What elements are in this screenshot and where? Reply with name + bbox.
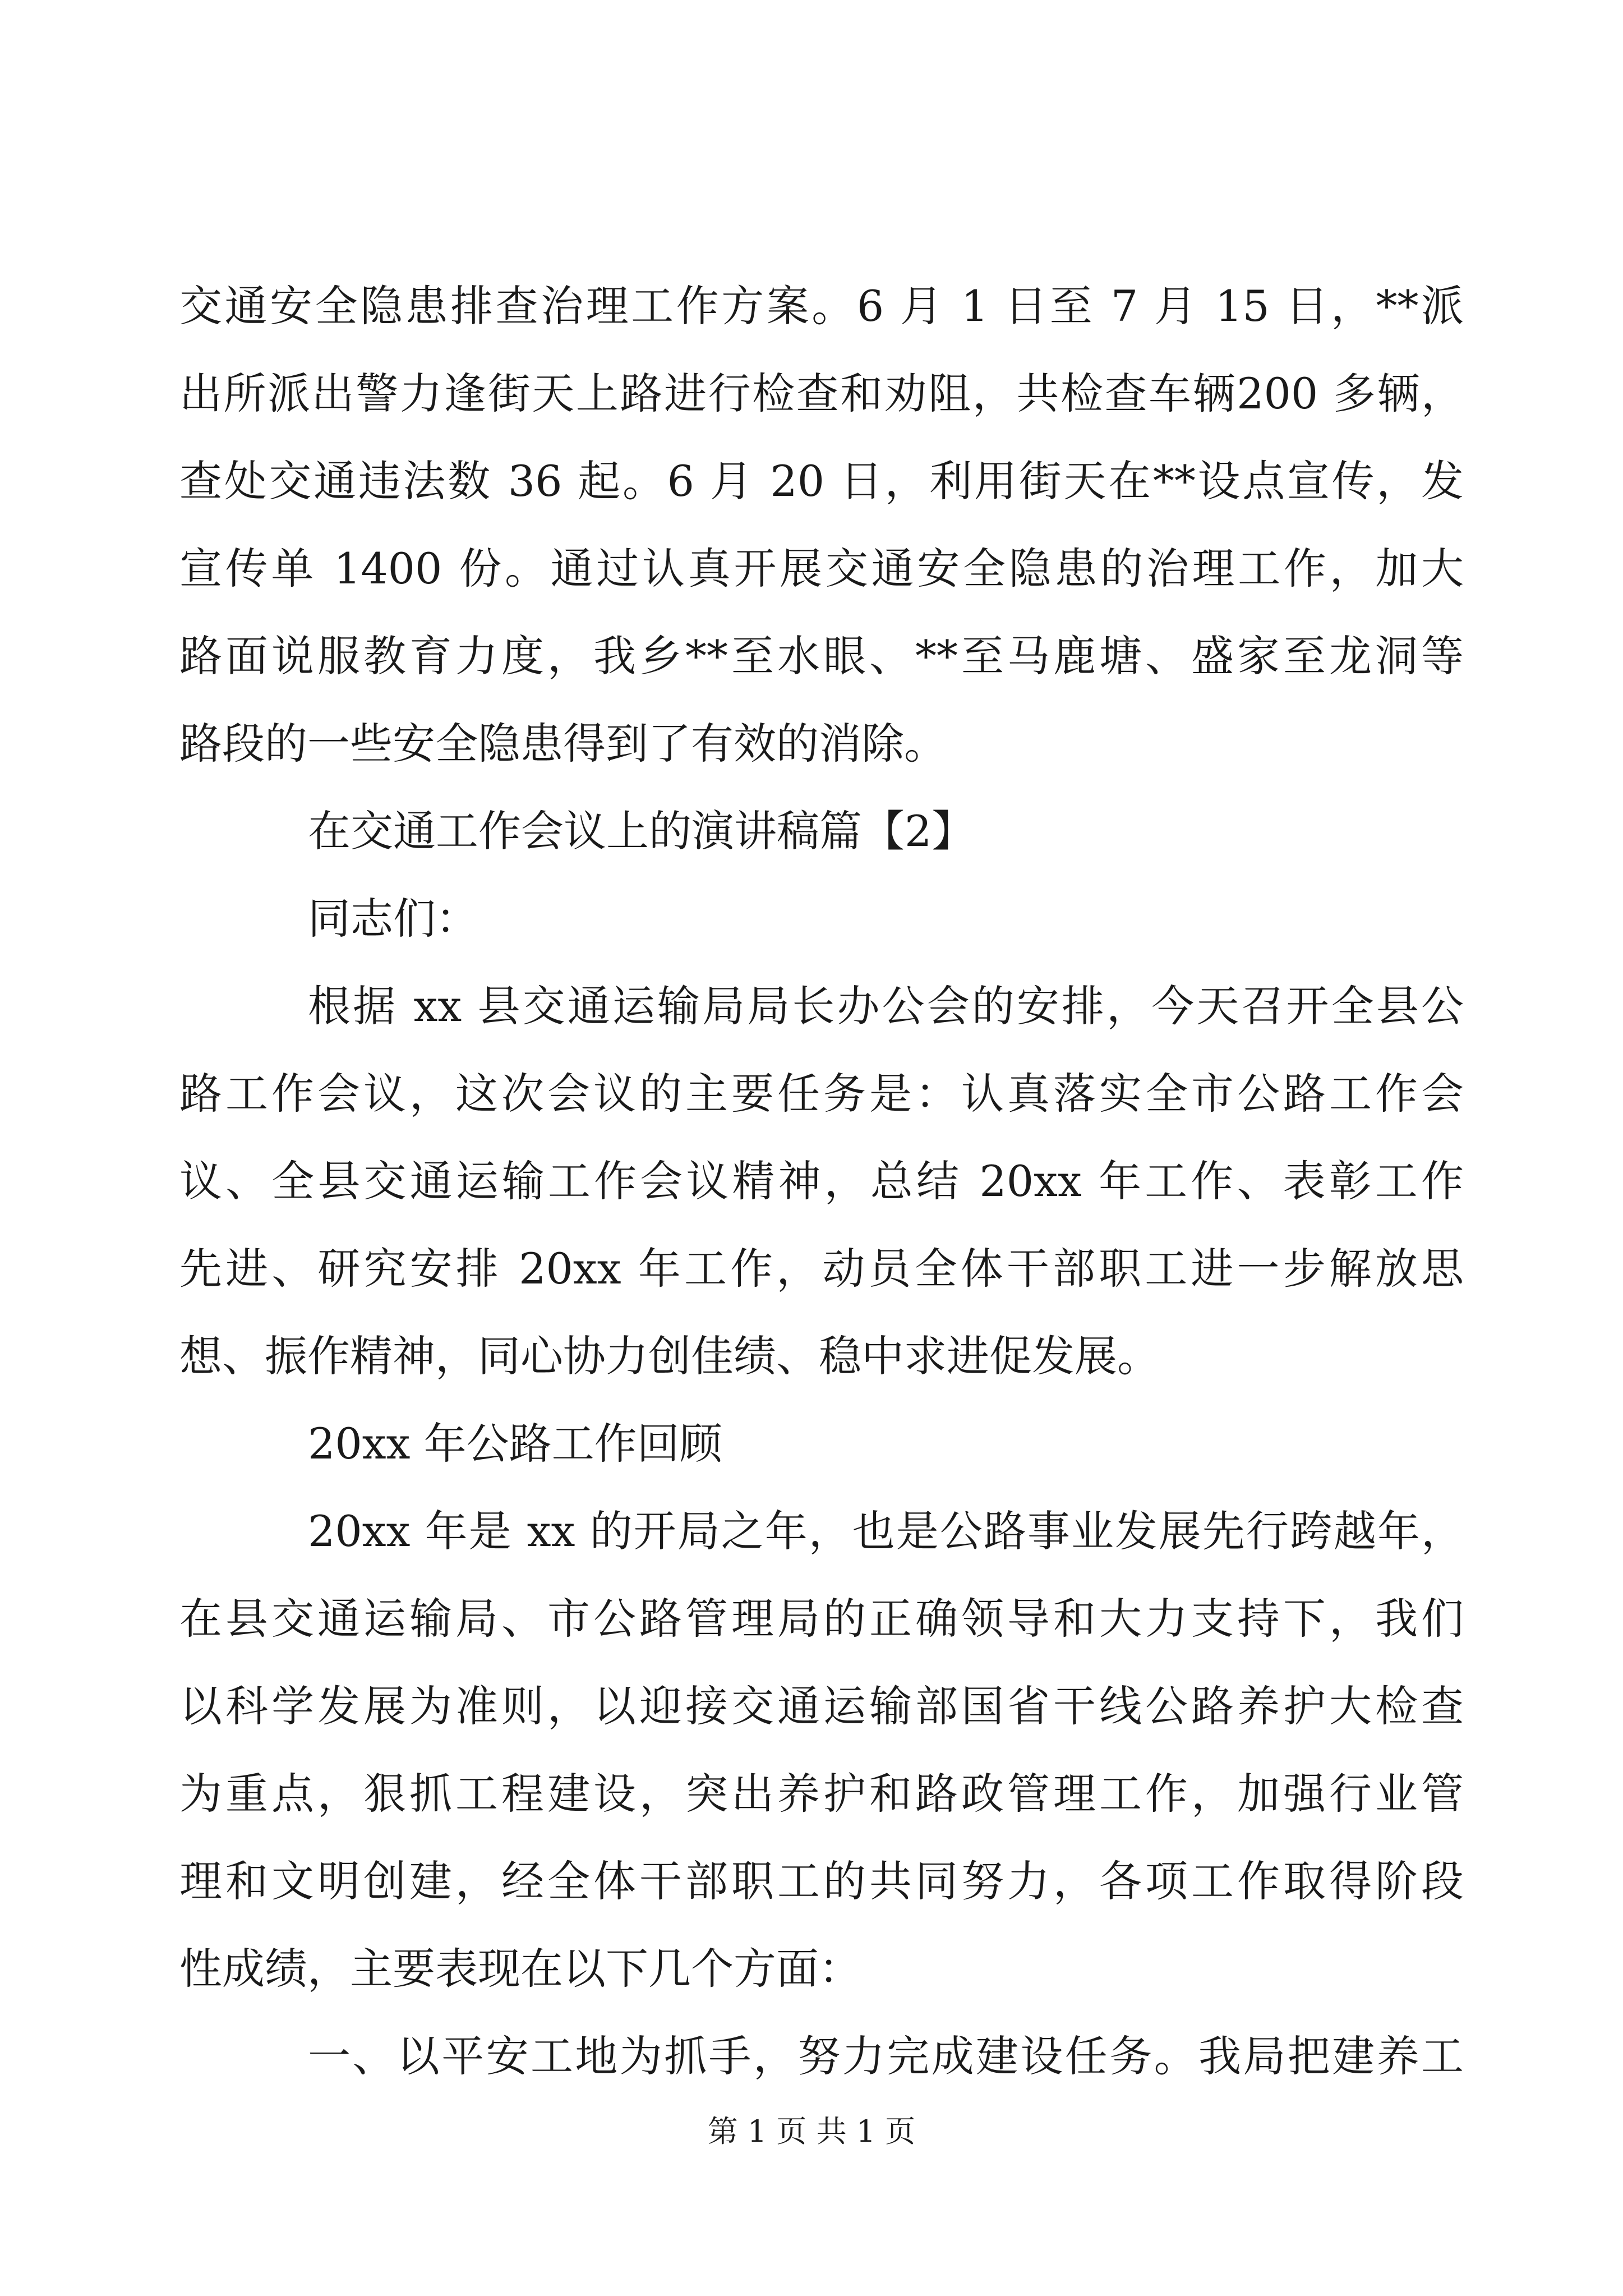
text-line: 同志们： <box>308 894 478 944</box>
text-line: 查处交通违法数 36 起。6 月 20 日，利用街天在**设点宣传，发 <box>179 456 1464 506</box>
text-line: 理和文明创建，经全体干部职工的共同努力，各项工作取得阶段 <box>179 1856 1464 1906</box>
text-line: 路面说服教育力度，我乡**至水眼、**至马鹿塘、盛家至龙洞等 <box>179 631 1464 681</box>
text-line: 议、全县交通运输工作会议精神，总结 20xx 年工作、表彰工作 <box>179 1156 1464 1206</box>
text-line: 为重点，狠抓工程建设，突出养护和路政管理工作，加强行业管 <box>179 1769 1464 1819</box>
text-line: 20xx 年公路工作回顾 <box>308 1419 722 1469</box>
text-line: 路工作会议，这次会议的主要任务是：认真落实全市公路工作会 <box>179 1069 1464 1119</box>
text-line: 在交通工作会议上的演讲稿篇【2】 <box>308 806 975 856</box>
text-line: 交通安全隐患排查治理工作方案。6 月 1 日至 7 月 15 日，**派 <box>179 281 1464 331</box>
text-line: 在县交通运输局、市公路管理局的正确领导和大力支持下，我们 <box>179 1594 1464 1644</box>
text-line: 想、振作精神，同心协力创佳绩、稳中求进促发展。 <box>179 1331 1160 1381</box>
text-line: 20xx 年是 xx 的开局之年，也是公路事业发展先行跨越年， <box>308 1506 1464 1556</box>
text-line: 性成绩，主要表现在以下几个方面： <box>179 1944 861 1994</box>
text-line: 路段的一些安全隐患得到了有效的消除。 <box>179 719 947 769</box>
page-footer: 第 1 页 共 1 页 <box>707 2114 916 2149</box>
text-line: 先进、研究安排 20xx 年工作，动员全体干部职工进一步解放思 <box>179 1244 1464 1294</box>
text-line: 根据 xx 县交通运输局局长办公会的安排，今天召开全县公 <box>308 981 1464 1031</box>
text-line: 宣传单 1400 份。通过认真开展交通安全隐患的治理工作，加大 <box>179 544 1464 593</box>
text-line: 一、以平安工地为抓手，努力完成建设任务。我局把建养工 <box>308 2031 1464 2081</box>
document-body <box>179 263 1464 2100</box>
text-line: 出所派出警力逢街天上路进行检查和劝阻，共检查车辆200 多辆， <box>179 369 1464 418</box>
text-line: 以科学发展为准则，以迎接交通运输部国省干线公路养护大检查 <box>179 1681 1464 1731</box>
